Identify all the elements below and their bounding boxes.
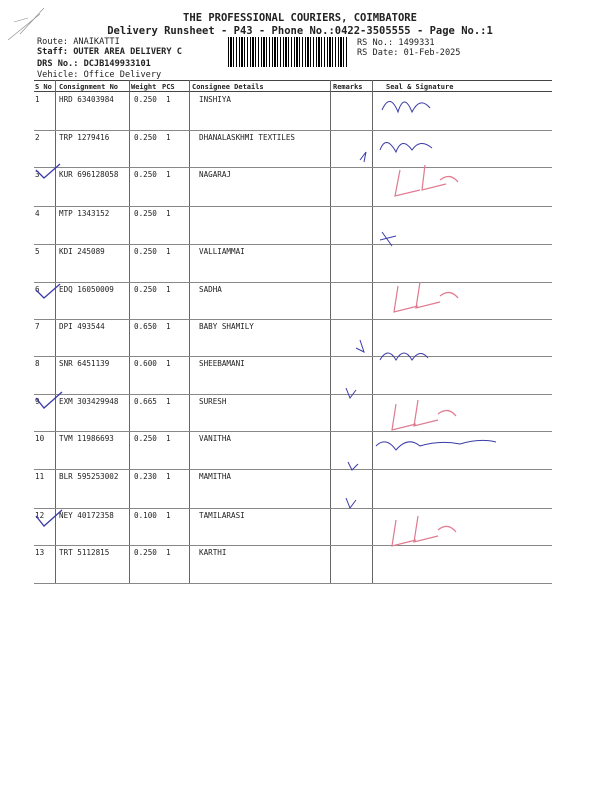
cell-consignment-no: TRP 1279416 <box>59 133 110 142</box>
cell-sno: 2 <box>35 133 40 142</box>
cell-pcs: 1 <box>166 247 171 256</box>
cell-pcs: 1 <box>166 285 171 294</box>
cell-pcs: 1 <box>166 434 171 443</box>
cell-consignee: SHEEBAMANI <box>199 359 245 368</box>
cell-pcs: 1 <box>166 209 171 218</box>
checkmark <box>36 164 60 178</box>
handwritten-phone: 8807930522 <box>394 569 496 588</box>
cell-sno: 5 <box>35 247 40 256</box>
cell-sno: 12 <box>35 511 45 520</box>
stamp-mark <box>394 282 458 312</box>
route-label: Route: ANAIKATTI <box>37 37 120 47</box>
cell-consignment-no: DPI 493544 <box>59 322 105 331</box>
cell-consignee: MAMITHA <box>199 472 232 481</box>
handwritten-phone: 9698313862 <box>405 261 501 279</box>
cell-consignee: VALLIAMMAI <box>199 247 245 256</box>
cell-consignee: NAGARAJ <box>199 170 232 179</box>
checkmark <box>36 510 62 526</box>
cell-weight: 0.250 <box>134 133 157 142</box>
cell-sno: 7 <box>35 322 40 331</box>
cell-weight: 0.230 <box>134 472 157 481</box>
cell-consignment-no: MTP 1343152 <box>59 209 110 218</box>
cell-consignment-no: NEY 40172358 <box>59 511 114 520</box>
company-title: THE PROFESSIONAL COURIERS, COIMBATORE <box>183 12 417 24</box>
handwritten-name: Karthi <box>376 555 418 570</box>
cell-sno: 10 <box>35 434 45 443</box>
col-header-sno: S No <box>35 83 52 91</box>
cell-sno: 1 <box>35 95 40 104</box>
col-header-consignment: Consignment No <box>59 83 119 91</box>
handwritten-name: C.Vik. <box>378 477 414 491</box>
cell-consignee: SADHA <box>199 285 222 294</box>
cell-consignee: INSHIYA <box>199 95 232 104</box>
col-header-consignee: Consignee Details <box>192 83 264 91</box>
remark-mark <box>348 462 358 470</box>
cell-weight: 0.665 <box>134 397 157 406</box>
cell-sno: 8 <box>35 359 40 368</box>
drs-number: DRS No.: DCJB149933101 <box>37 59 151 69</box>
handwritten-phone: 9944106488 <box>424 486 520 504</box>
handwritten-phone: 9944815324 <box>420 228 516 246</box>
cell-weight: 0.250 <box>134 548 157 557</box>
remark-mark <box>360 152 366 162</box>
cell-weight: 0.100 <box>134 511 157 520</box>
cell-pcs: 1 <box>166 170 171 179</box>
handwritten-name: Sadhar. <box>212 226 255 239</box>
cell-pcs: 1 <box>166 359 171 368</box>
stamp-mark <box>392 516 456 546</box>
cell-pcs: 1 <box>166 472 171 481</box>
stamp-mark <box>392 400 456 430</box>
cell-pcs: 1 <box>166 548 171 557</box>
cell-weight: 0.600 <box>134 359 157 368</box>
cell-consignee: DHANALASKHMI TEXTILES <box>199 133 296 142</box>
signature-scribble <box>380 142 432 152</box>
cell-consignment-no: TVM 11986693 <box>59 434 114 443</box>
cell-consignment-no: SNR 6451139 <box>59 359 110 368</box>
signature-scribble <box>376 440 496 450</box>
remark-mark <box>346 498 356 508</box>
signature-scribble <box>382 101 430 112</box>
signature-scribble <box>380 353 428 360</box>
cell-weight: 0.250 <box>134 95 157 104</box>
cell-sno: 11 <box>35 472 45 481</box>
cell-consignment-no: HRD 63403984 <box>59 95 114 104</box>
cell-pcs: 1 <box>166 133 171 142</box>
cell-sno: 9 <box>35 397 40 406</box>
cell-consignment-no: KDI 245089 <box>59 247 105 256</box>
cell-consignment-no: EDQ 16050009 <box>59 285 114 294</box>
runsheet-subtitle: Delivery Runsheet - P43 - Phone No.:0422-3505555 - Page No.:1 <box>107 25 493 37</box>
cell-sno: 4 <box>35 209 40 218</box>
stamp-mark <box>395 165 458 196</box>
cell-weight: 0.650 <box>134 322 157 331</box>
corner-scribble <box>8 8 44 40</box>
cell-weight: 0.250 <box>134 434 157 443</box>
cell-weight: 0.250 <box>134 170 157 179</box>
cell-pcs: 1 <box>166 95 171 104</box>
handwritten-phone: 98425-22981 <box>412 455 513 473</box>
cell-pcs: 1 <box>166 397 171 406</box>
remark-mark <box>346 388 356 398</box>
staff-label: Staff: OUTER AREA DELIVERY C <box>37 47 182 57</box>
checkmark <box>36 284 60 298</box>
cell-weight: 0.250 <box>134 247 157 256</box>
cell-consignment-no: BLR 595253002 <box>59 472 119 481</box>
col-header-pcs: PCS <box>162 83 175 91</box>
cell-sno: 6 <box>35 285 40 294</box>
cell-consignee: KARTHI <box>199 548 227 557</box>
cell-weight: 0.250 <box>134 285 157 294</box>
cell-consignee: SURESH <box>199 397 227 406</box>
struck-signature <box>380 236 396 240</box>
cell-consignee: TAMILARASI <box>199 511 245 520</box>
handwritten-phone: 8838188131 <box>454 146 550 164</box>
cell-weight: 0.250 <box>134 209 157 218</box>
cell-consignee: VANITHA <box>199 434 232 443</box>
handwritten-phone: 9790486458 <box>380 366 476 384</box>
col-header-seal-signature: Seal & Signature <box>386 83 454 91</box>
cell-sno: 13 <box>35 548 45 557</box>
handwritten-phone: 9159783436 <box>386 342 456 355</box>
cell-consignee: BABY SHAMILY <box>199 322 254 331</box>
handwritten-phone: 7871392093 <box>432 106 528 124</box>
rs-date: RS Date: 01-Feb-2025 <box>357 48 461 58</box>
col-header-remarks: Remarks <box>333 83 363 91</box>
remark-mark <box>356 340 364 352</box>
col-header-weight: Weight <box>131 83 157 91</box>
cell-sno: 3 <box>35 170 40 179</box>
handwritten-phone: 8903136008 <box>420 207 516 225</box>
rs-number: RS No.: 1499331 <box>357 38 435 48</box>
handwritten-name: M.Ksheebamani <box>368 391 467 405</box>
cell-pcs: 1 <box>166 511 171 520</box>
cell-consignment-no: TRT 5112815 <box>59 548 110 557</box>
cell-pcs: 1 <box>166 322 171 331</box>
vehicle-label: Vehicle: Office Delivery <box>37 70 162 80</box>
cell-consignment-no: EXM 303429948 <box>59 397 119 406</box>
checkmark <box>36 392 62 408</box>
cell-consignment-no: KUR 696128058 <box>59 170 119 179</box>
